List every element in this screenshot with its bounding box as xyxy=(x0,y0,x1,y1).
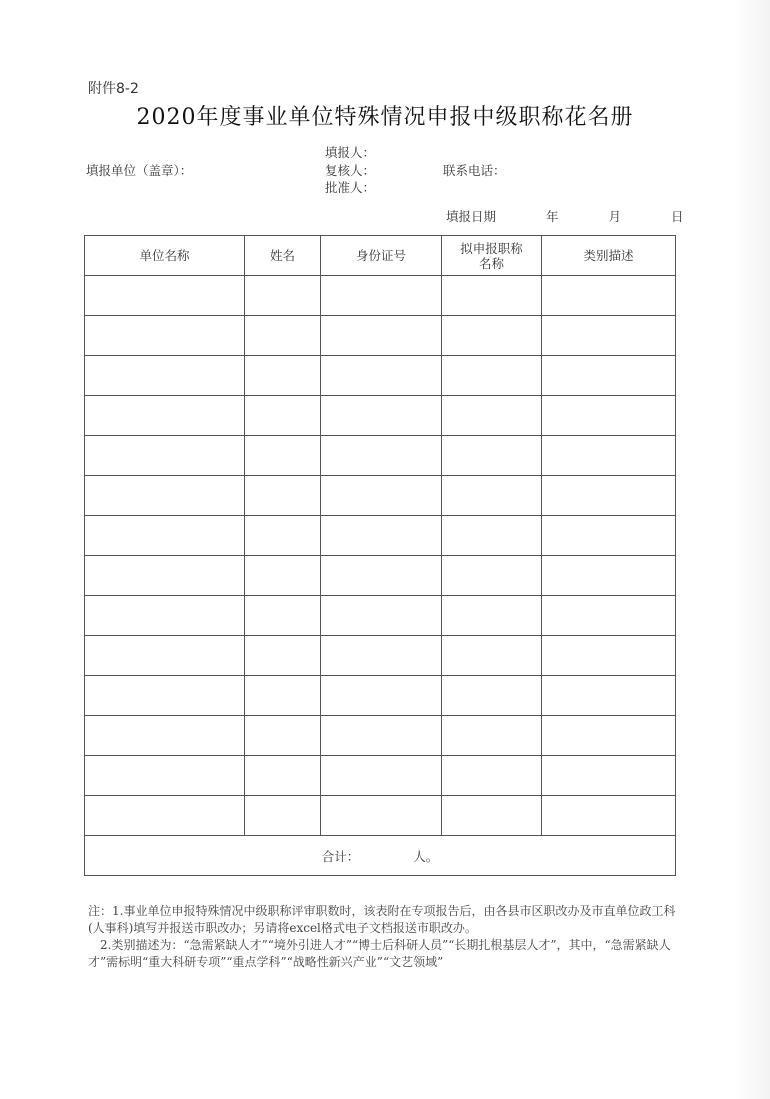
table-row xyxy=(85,396,676,436)
roster-table xyxy=(84,235,676,876)
filling-unit-label: 填报单位（盖章）： xyxy=(86,163,193,178)
total-unit: 人。 xyxy=(413,848,439,864)
table-cell[interactable] xyxy=(245,756,321,796)
table-cell[interactable] xyxy=(321,636,442,676)
table-cell[interactable] xyxy=(542,716,676,756)
table-cell[interactable] xyxy=(321,596,442,636)
reviewer-label: 复核人： xyxy=(325,163,376,178)
table-cell[interactable] xyxy=(442,516,542,556)
table-cell[interactable] xyxy=(321,556,442,596)
table-row xyxy=(85,556,676,596)
phone-label: 联系电话： xyxy=(443,163,506,178)
date-month: 月 xyxy=(608,209,622,224)
col-category: 类别描述 xyxy=(542,236,676,276)
table-cell[interactable] xyxy=(542,516,676,556)
table-cell[interactable] xyxy=(321,476,442,516)
table-cell[interactable] xyxy=(245,516,321,556)
table-cell[interactable] xyxy=(245,716,321,756)
table-cell[interactable] xyxy=(85,636,245,676)
table-cell[interactable] xyxy=(442,436,542,476)
table-cell[interactable] xyxy=(321,436,442,476)
table-cell[interactable] xyxy=(321,756,442,796)
table-cell[interactable] xyxy=(442,396,542,436)
note-1: 注：1.事业单位申报特殊情况中级职称评审职数时，该表附在专项报告后，由各县市区职改办及市直单位政工科(人事科)填写并报送市职改办；另请将excel格式电子文档报送市职改办。 xyxy=(88,904,676,935)
total-cell xyxy=(85,836,676,876)
table-cell[interactable] xyxy=(85,676,245,716)
col-title-line1: 拟申报职称 xyxy=(460,240,523,256)
table-cell[interactable] xyxy=(321,396,442,436)
table-cell[interactable] xyxy=(85,516,245,556)
table-cell[interactable] xyxy=(85,436,245,476)
table-cell[interactable] xyxy=(321,316,442,356)
table-cell[interactable] xyxy=(245,796,321,836)
table-header-row xyxy=(85,236,676,276)
table-cell[interactable] xyxy=(442,716,542,756)
page-title: 2020年度事业单位特殊情况申报中级职称花名册 xyxy=(136,105,634,130)
table-body xyxy=(85,276,676,836)
col-title-applied xyxy=(442,236,542,276)
table-row xyxy=(85,756,676,796)
table-cell[interactable] xyxy=(321,276,442,316)
date-day: 日 xyxy=(671,209,684,224)
note-2: 2.类别描述为：“急需紧缺人才”“境外引进人才”“博士后科研人员”“长期扎根基层人才”，其中，“急需紧缺人才”需标明“重大科研专项”“重点学科”“战略性新兴产业”“文艺领域” xyxy=(88,938,671,969)
table-cell[interactable] xyxy=(85,556,245,596)
table-row xyxy=(85,796,676,836)
table-row xyxy=(85,316,676,356)
table-cell[interactable] xyxy=(85,316,245,356)
table-row xyxy=(85,596,676,636)
table-cell[interactable] xyxy=(321,516,442,556)
filler-label: 填报人： xyxy=(325,145,376,160)
date-label: 填报日期 xyxy=(446,209,497,224)
table-cell[interactable] xyxy=(245,356,321,396)
table-cell[interactable] xyxy=(542,636,676,676)
table-cell[interactable] xyxy=(442,756,542,796)
table-cell[interactable] xyxy=(85,276,245,316)
table-cell[interactable] xyxy=(245,596,321,636)
table-cell[interactable] xyxy=(542,316,676,356)
col-unit-name: 单位名称 xyxy=(85,236,245,276)
table-cell[interactable] xyxy=(85,716,245,756)
table-cell[interactable] xyxy=(442,476,542,516)
table-cell[interactable] xyxy=(321,716,442,756)
attachment-number: 附件8-2 xyxy=(88,81,139,97)
table-cell[interactable] xyxy=(542,356,676,396)
table-cell[interactable] xyxy=(85,756,245,796)
table-cell[interactable] xyxy=(85,476,245,516)
notes xyxy=(88,903,678,971)
table-cell[interactable] xyxy=(321,356,442,396)
table-row xyxy=(85,436,676,476)
table-cell[interactable] xyxy=(442,316,542,356)
table-cell[interactable] xyxy=(542,476,676,516)
table-cell[interactable] xyxy=(85,596,245,636)
table-cell[interactable] xyxy=(85,396,245,436)
total-row xyxy=(85,836,676,876)
table-cell[interactable] xyxy=(245,556,321,596)
approver-label: 批准人： xyxy=(325,180,376,195)
table-cell[interactable] xyxy=(542,556,676,596)
table-cell[interactable] xyxy=(542,756,676,796)
table-cell[interactable] xyxy=(442,636,542,676)
table-cell[interactable] xyxy=(442,676,542,716)
table-row xyxy=(85,276,676,316)
table-row xyxy=(85,716,676,756)
col-id-number: 身份证号 xyxy=(321,236,442,276)
table-cell[interactable] xyxy=(85,356,245,396)
table-cell[interactable] xyxy=(442,556,542,596)
table-cell[interactable] xyxy=(245,276,321,316)
table-row xyxy=(85,516,676,556)
col-name: 姓名 xyxy=(245,236,321,276)
table-cell[interactable] xyxy=(245,676,321,716)
table-cell[interactable] xyxy=(442,796,542,836)
table-cell[interactable] xyxy=(542,276,676,316)
table-cell[interactable] xyxy=(321,676,442,716)
total-label: 合计： xyxy=(321,848,360,864)
col-title-line2: 名称 xyxy=(478,255,504,271)
table-cell[interactable] xyxy=(245,316,321,356)
table-cell[interactable] xyxy=(245,436,321,476)
table-row xyxy=(85,476,676,516)
table-cell[interactable] xyxy=(245,636,321,676)
table-cell[interactable] xyxy=(542,676,676,716)
table-cell[interactable] xyxy=(442,596,542,636)
table-cell[interactable] xyxy=(85,796,245,836)
table-cell[interactable] xyxy=(442,356,542,396)
table-cell[interactable] xyxy=(245,396,321,436)
date-year: 年 xyxy=(546,209,559,224)
table-cell[interactable] xyxy=(321,796,442,836)
table-row xyxy=(85,676,676,716)
table-cell[interactable] xyxy=(442,276,542,316)
table-cell[interactable] xyxy=(542,596,676,636)
table-row xyxy=(85,636,676,676)
table-cell[interactable] xyxy=(245,476,321,516)
table-cell[interactable] xyxy=(542,796,676,836)
table-row xyxy=(85,356,676,396)
table-cell[interactable] xyxy=(542,396,676,436)
fill-date xyxy=(446,207,684,225)
table-cell[interactable] xyxy=(542,436,676,476)
scan-edge-shadow xyxy=(734,0,770,1099)
